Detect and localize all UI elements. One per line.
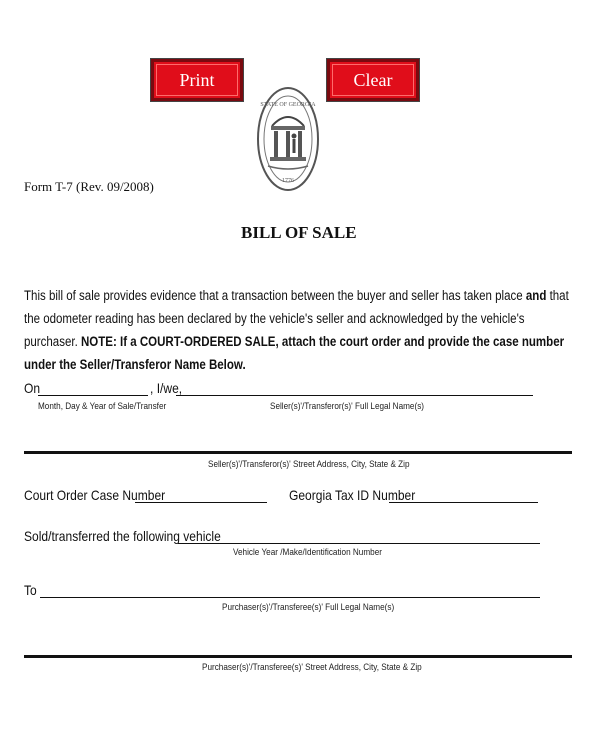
intro-note: NOTE: If a COURT-ORDERED SALE, attach the court order and provide the case number under the Seller/Transferor Name Below. xyxy=(24,334,565,372)
iwe-label: , I/we, xyxy=(150,380,183,396)
vehicle-caption: Vehicle Year /Make/Identification Number xyxy=(233,547,382,558)
purchaser-name-field[interactable] xyxy=(40,597,540,598)
state-seal-icon xyxy=(256,86,320,192)
seller-address-field[interactable] xyxy=(24,451,572,454)
seller-address-caption: Seller(s)'/Transferor(s)' Street Address, City, State & Zip xyxy=(208,459,410,470)
tax-id-field[interactable] xyxy=(389,502,538,503)
date-caption: Month, Day & Year of Sale/Transfer xyxy=(38,401,167,412)
intro-text-1: This bill of sale provides evidence that a transaction between the buyer and seller has taken place xyxy=(24,288,526,303)
purchaser-address-field[interactable] xyxy=(24,655,572,658)
print-button[interactable]: Print xyxy=(151,59,243,101)
purchaser-name-caption: Purchaser(s)'/Transferee(s)' Full Legal Name(s) xyxy=(222,602,395,613)
seal-year: 1776 xyxy=(282,178,294,184)
sold-label: Sold/transferred the following vehicle xyxy=(24,528,221,544)
form-number: Form T-7 (Rev. 09/2008) xyxy=(24,179,154,194)
vehicle-field[interactable] xyxy=(178,543,540,544)
clear-button[interactable]: Clear xyxy=(327,59,419,101)
to-label: To xyxy=(24,582,37,598)
intro-and: and xyxy=(525,288,547,303)
on-label: On xyxy=(24,380,41,396)
date-field[interactable] xyxy=(38,395,148,396)
tax-id-label: Georgia Tax ID Number xyxy=(289,487,416,503)
seller-name-caption: Seller(s)'/Transferor(s)' Full Legal Name(s) xyxy=(270,401,424,412)
court-case-field[interactable] xyxy=(135,502,267,503)
intro-text-2: that the odometer reading has been declared by the vehicle's seller and acknowledged by the vehicle's purchaser. xyxy=(24,288,569,349)
seller-name-field[interactable] xyxy=(176,395,533,396)
court-case-label: Court Order Case Number xyxy=(24,487,166,503)
intro-paragraph xyxy=(24,284,574,376)
page-title: BILL OF SALE xyxy=(241,223,357,242)
purchaser-address-caption: Purchaser(s)'/Transferee(s)' Street Address, City, State & Zip xyxy=(202,662,422,673)
seal-text: STATE OF GEORGIA xyxy=(260,102,316,108)
